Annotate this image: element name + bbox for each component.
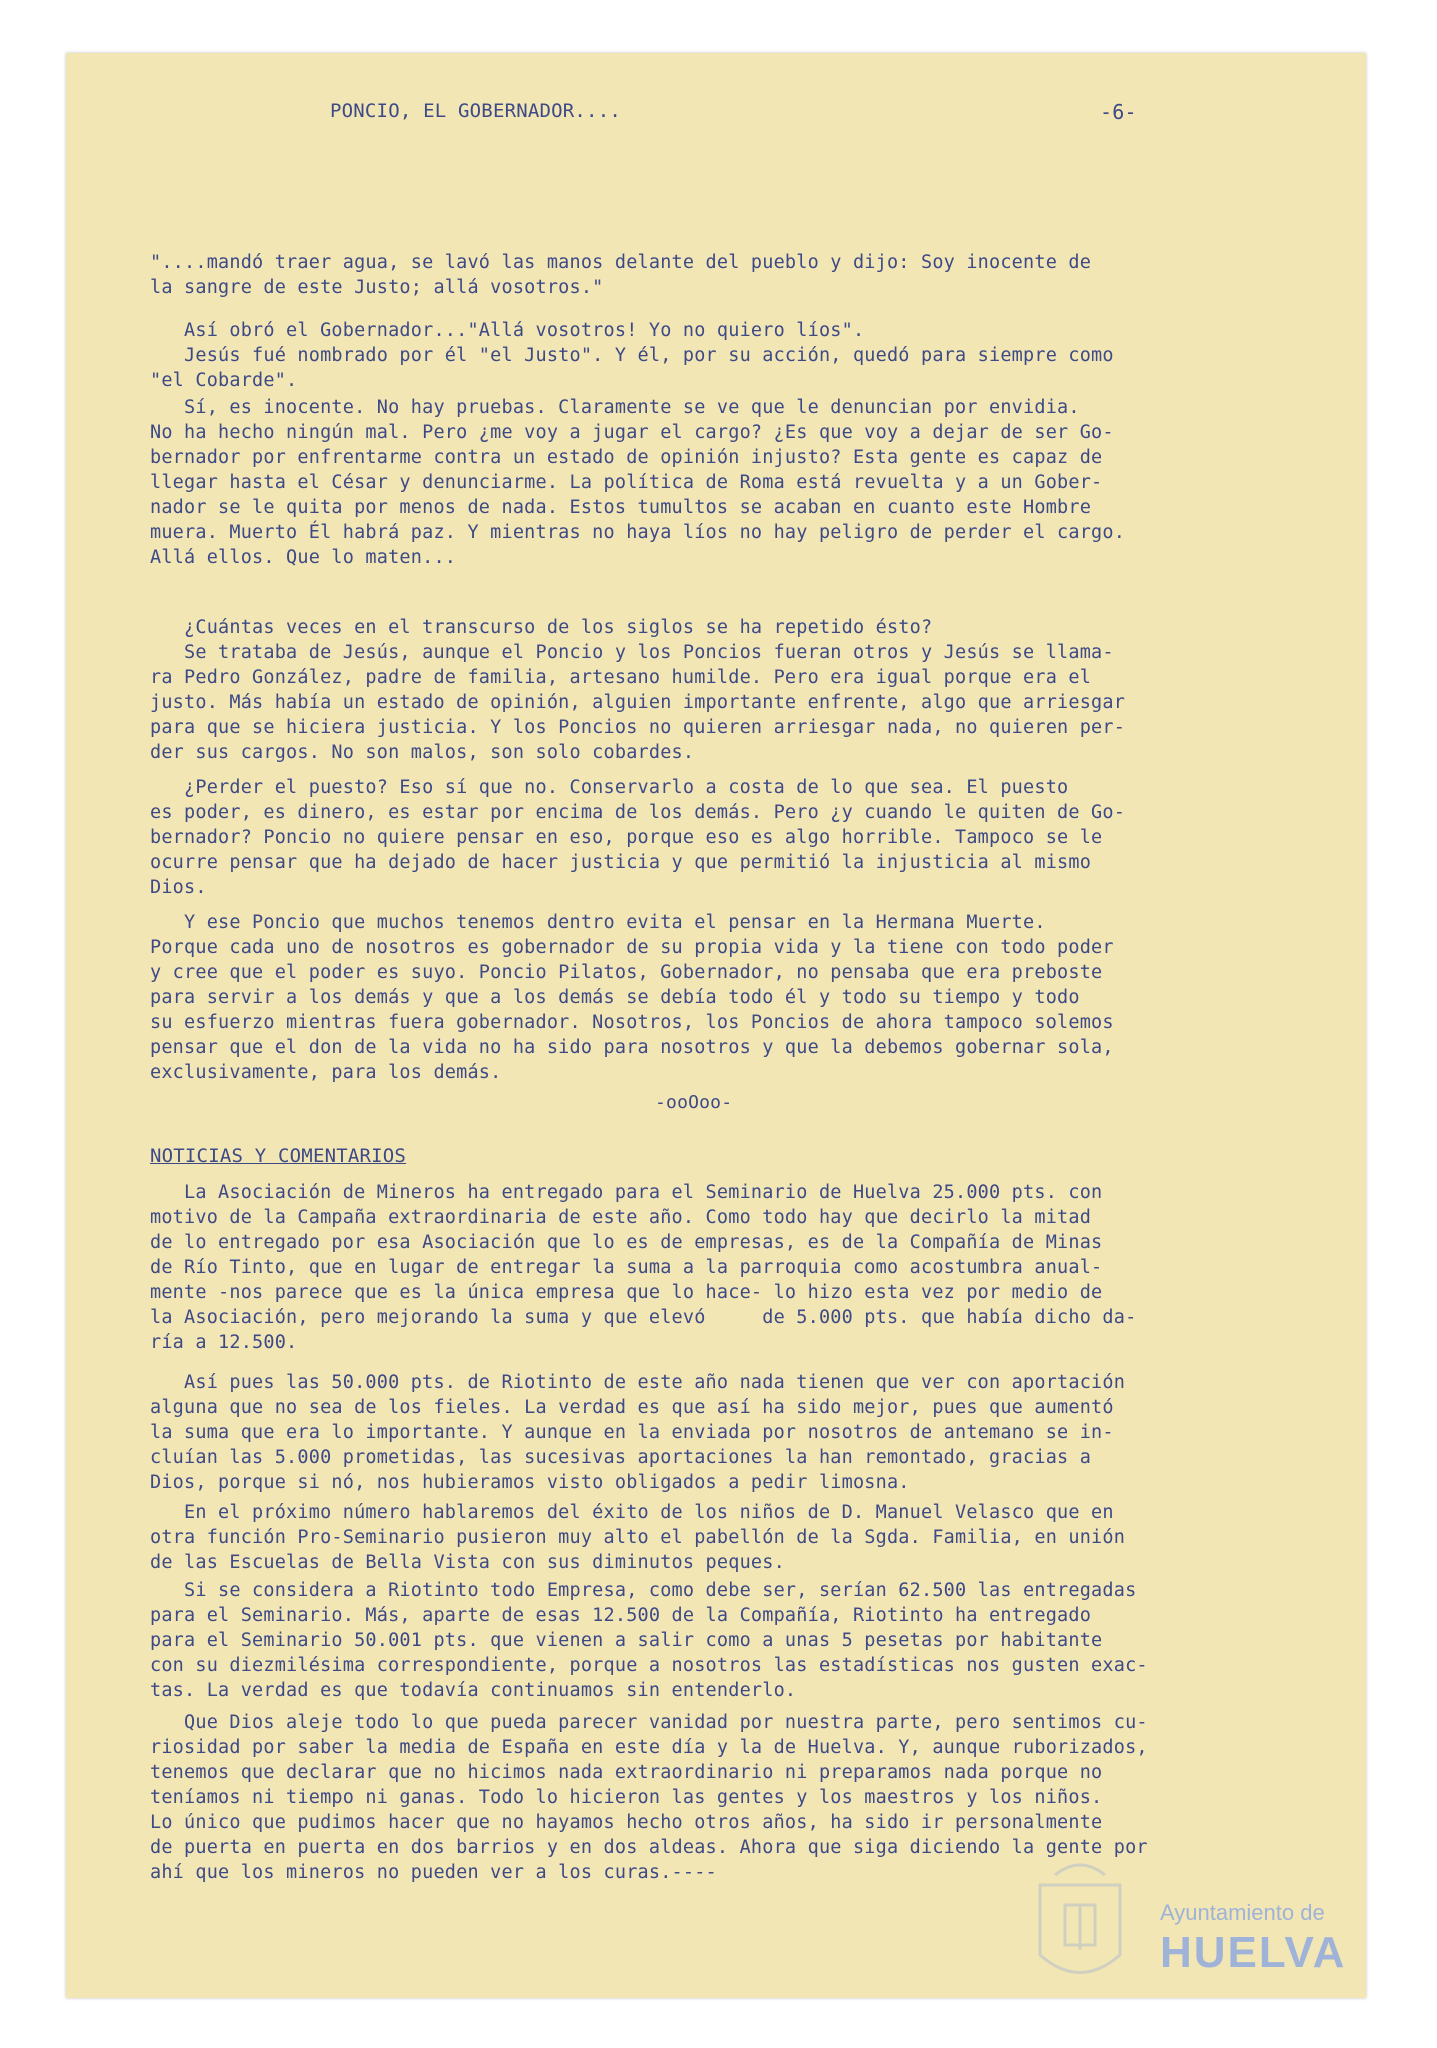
paragraph (150, 1710, 1148, 1885)
paragraph (150, 1578, 1148, 1703)
text-line: ocurre pensar que ha dejado de hacer justicia y que permitió la injusticia al mismo (150, 852, 1092, 873)
paragraph (150, 395, 1125, 570)
text-line: para el Seminario. Más, aparte de esas 12.500 de la Compañía, Riotinto ha entregado (150, 1605, 1092, 1626)
text-line: "....mandó traer agua, se lavó las manos delante del pueblo y dijo: Soy inocente de (150, 252, 1092, 273)
text-line: y cree que el poder es suyo. Poncio Pilatos, Gobernador, no pensaba que era preboste (150, 962, 1103, 983)
article-title: PONCIO, EL GOBERNADOR.... (330, 100, 621, 122)
text-line: Porque cada uno de nosotros es gobernador de su propia vida y la tiene con todo poder (150, 937, 1114, 958)
text-line: Si se considera a Riotinto todo Empresa, como debe ser, serían 62.500 las entregadas (150, 1580, 1137, 1601)
paragraph (150, 910, 1114, 1085)
text-line: tenemos que declarar que no hicimos nada extraordinario ni preparamos nada porque no (150, 1762, 1103, 1783)
paragraph (150, 1370, 1125, 1495)
text-line: tas. La verdad es que todavía continuamos sin entenderlo. (150, 1680, 797, 1701)
text-line: Así obró el Gobernador..."Allá vosotros! Yo no quiero líos". (150, 320, 865, 341)
text-line: teníamos ni tiempo ni ganas. Todo lo hicieron las gentes y los maestros y los niños. (150, 1787, 1103, 1808)
paragraph (150, 1180, 1136, 1355)
page-number: -6- (1100, 100, 1137, 124)
text-line: de lo entregado por esa Asociación que lo es de empresas, es de la Compañía de Minas (150, 1232, 1103, 1253)
text-line: para el Seminario 50.001 pts. que vienen a salir como a unas 5 pesetas por habitante (150, 1630, 1103, 1651)
text-line: la suma que era lo importante. Y aunque en la enviada por nosotros de antemano se in- (150, 1422, 1114, 1443)
text-line: No ha hecho ningún mal. Pero ¿me voy a jugar el cargo? ¿Es que voy a dejar de ser Go- (150, 422, 1114, 443)
text-line: Dios, porque si nó, nos hubieramos visto obligados a pedir limosna. (150, 1472, 910, 1493)
paragraph (150, 250, 1091, 300)
text-line: para servir a los demás y que a los demás se debía todo él y todo su tiempo y todo (150, 987, 1080, 1008)
text-line: cluían las 5.000 prometidas, las sucesivas aportaciones la han remontado, gracias a (150, 1447, 1092, 1468)
text-line: Se trataba de Jesús, aunque el Poncio y los Poncios fueran otros y Jesús se llama- (150, 642, 1114, 663)
watermark-line2: HUELVA (1160, 1928, 1347, 1977)
text-line: otra función Pro-Seminario pusieron muy alto el pabellón de la Sgda. Familia, en unión (150, 1527, 1126, 1548)
text-line: mente -nos parece que es la única empresa que lo hace- lo hizo esta vez por medio de (150, 1282, 1103, 1303)
text-line: Y ese Poncio que muchos tenemos dentro evita el pensar en la Hermana Muerte. (150, 912, 1046, 933)
section-heading: NOTICIAS Y COMENTARIOS (150, 1145, 407, 1167)
text-line: muera. Muerto Él habrá paz. Y mientras no haya líos no hay peligro de perder el cargo. (150, 522, 1126, 543)
text-line: llegar hasta el César y denunciarme. La política de Roma está revuelta y a un Gober- (150, 472, 1103, 493)
text-line: Jesús fué nombrado por él "el Justo". Y él, por su acción, quedó para siempre como (150, 345, 1114, 366)
text-line: motivo de la Campaña extraordinaria de este año. Como todo hay que decirlo la mitad (150, 1207, 1092, 1228)
text-line: es poder, es dinero, es estar por encima de los demás. Pero ¿y cuando le quiten de Go- (150, 802, 1126, 823)
text-line: Que Dios aleje todo lo que pueda parecer vanidad por nuestra parte, pero sentimos cu- (150, 1712, 1148, 1733)
text-line: "el Cobarde". (150, 370, 298, 391)
text-line: la Asociación, pero mejorando la suma y que elevó de 5.000 pts. que había dicho da- (150, 1307, 1137, 1328)
text-line: justo. Más había un estado de opinión, alguien importante enfrente, algo que arriesgar (150, 692, 1126, 713)
text-line: der sus cargos. No son malos, son solo cobardes. (150, 742, 695, 763)
text-line: con su diezmilésima correspondiente, porque a nosotros las estadísticas nos gusten exac- (150, 1655, 1148, 1676)
text-line: Allá ellos. Que lo maten... (150, 547, 457, 568)
watermark-line1: Ayuntamiento de (1160, 1900, 1325, 1925)
text-line: su esfuerzo mientras fuera gobernador. Nosotros, los Poncios de ahora tampoco solemos (150, 1012, 1114, 1033)
separator: -ooOoo- (655, 1092, 733, 1113)
paragraph (150, 1500, 1125, 1575)
text-line: Así pues las 50.000 pts. de Riotinto de este año nada tienen que ver con aportación (150, 1372, 1126, 1393)
text-line: bernador por enfrentarme contra un estado de opinión injusto? Esta gente es capaz de (150, 447, 1103, 468)
text-line: Dios. (150, 877, 207, 898)
text-line: En el próximo número hablaremos del éxito de los niños de D. Manuel Velasco que en (150, 1502, 1114, 1523)
text-line: Lo único que pudimos hacer que no hayamos hecho otros años, ha sido ir personalmente (150, 1812, 1103, 1833)
text-line: exclusivamente, para los demás. (150, 1062, 502, 1083)
text-line: La Asociación de Mineros ha entregado para el Seminario de Huelva 25.000 pts. con (150, 1182, 1103, 1203)
text-line: ahí que los mineros no pueden ver a los curas.---- (150, 1862, 717, 1883)
text-line: nador se le quita por menos de nada. Estos tumultos se acaban en cuanto este Hombre (150, 497, 1092, 518)
text-line: pensar que el don de la vida no ha sido para nosotros y que la debemos gobernar sola, (150, 1037, 1114, 1058)
text-line: Sí, es inocente. No hay pruebas. Claramente se ve que le denuncian por envidia. (150, 397, 1080, 418)
paragraph (150, 615, 1125, 765)
text-line: para que se hiciera justicia. Y los Poncios no quieren arriesgar nada, no quieren per- (150, 717, 1126, 738)
text-line: ¿Cuántas veces en el transcurso de los siglos se ha repetido ésto? (150, 617, 933, 638)
text-line: bernador? Poncio no quiere pensar en eso, porque eso es algo horrible. Tampoco se le (150, 827, 1103, 848)
text-line: riosidad por saber la media de España en este día y la de Huelva. Y, aunque ruborizados, (150, 1737, 1148, 1758)
text-line: de las Escuelas de Bella Vista con sus diminutos peques. (150, 1552, 785, 1573)
text-line: alguna que no sea de los fieles. La verdad es que así ha sido mejor, pues que aumentó (150, 1397, 1114, 1418)
paragraph (150, 318, 1114, 393)
text-line: de puerta en puerta en dos barrios y en dos aldeas. Ahora que siga diciendo la gente por (150, 1837, 1148, 1858)
text-line: ¿Perder el puesto? Eso sí que no. Conservarlo a costa de lo que sea. El puesto (150, 777, 1069, 798)
text-line: ra Pedro González, padre de familia, artesano humilde. Pero era igual porque era el (150, 667, 1092, 688)
text-line: de Río Tinto, que en lugar de entregar la suma a la parroquia como acostumbra anual- (150, 1257, 1103, 1278)
text-line: ría a 12.500. (150, 1332, 298, 1353)
paragraph (150, 775, 1125, 900)
text-line: la sangre de este Justo; allá vosotros." (150, 277, 604, 298)
